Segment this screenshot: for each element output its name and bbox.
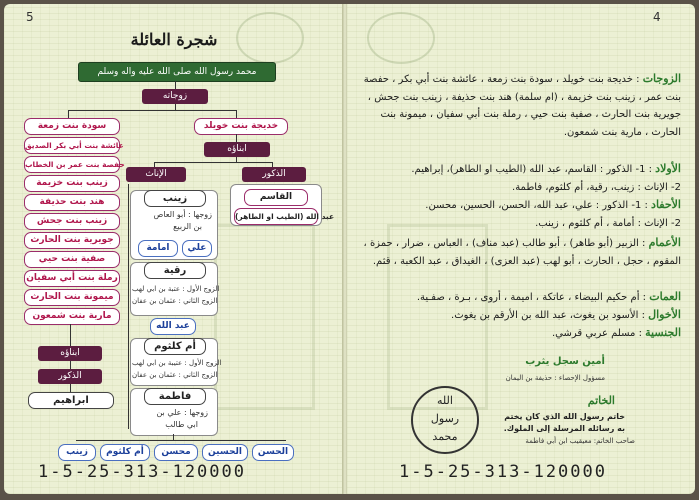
son-abdullah: عبد الله (الطيب او الطاهر): [234, 208, 318, 225]
females-label: الإناث: [126, 167, 186, 182]
wives-label: زوجاته: [142, 89, 208, 104]
ruqayya-name: رقية: [144, 262, 206, 279]
watermark-pattern: [214, 224, 315, 410]
aunts-section: العمات : أم حكيم البيضاء ، عاتكة ، اميمة ، أروى ، بـرة ، صفـية.: [416, 290, 681, 303]
wife-item: صفية بنت حيي: [24, 251, 120, 268]
grandchild-zainab: زينب: [58, 444, 96, 461]
registrar-name: مسؤول الإحصاء : حذيفة بن اليمان: [505, 374, 605, 382]
males-label: الذكور: [242, 167, 306, 182]
grandchild-hasan: الحسن: [252, 444, 294, 461]
wife-item: جويرية بنت الحارث: [24, 232, 120, 249]
prophet-bar: محمد رسول الله صلى الله عليه واله وسلم: [78, 62, 276, 82]
maternal-uncles-section: الأخوال : الأسود بن يغوث، عبد الله بن الأرقم بن يغوث.: [451, 308, 681, 321]
khadija-pill: خديجة بنت خويلد: [194, 118, 288, 135]
tree-title: شجرة العائلة: [130, 30, 218, 49]
wife-item: زينب بنت جحش: [24, 213, 120, 230]
watermark-seal: [236, 12, 304, 64]
nationality-section: الجنسية : مسلم عربي قرشي.: [552, 326, 681, 339]
grandchild-husayn: الحسين: [202, 444, 248, 461]
wives-section: الزوجات : خديجة بنت خويلد ، سودة بنت زمعة ، عائشة بنت أبي بكر ، حفصة بنت عمر ، زينب بنت خزيمة ، (ام سلمة) هند بنت حذيفة ، زينب بنت جحش ، جويرية بنت الحارث ، صفية بنت حيي ، رملة بنت أبي سفيان ، ميمونة بنت الحارث ، مارية بنت شمعون.: [363, 72, 681, 138]
maria-males-label: الذكور: [38, 369, 102, 384]
umm-kulthum-name: أم كلثوم: [144, 338, 206, 355]
wife-item: عائشة بنت أبي بكر الصديق: [24, 137, 120, 154]
grandchild-umama: امامة: [138, 240, 178, 257]
maria-children-label: ابناؤه: [38, 346, 102, 361]
grandchild-ali: علي: [182, 240, 212, 257]
right-page: 4 الزوجات : خديجة بنت خويلد ، سودة بنت زمعة ، عائشة بنت أبي بكر ، حفصة بنت عمر ، زينب بنت خزيمة ، (ام سلمة) هند بنت حذيفة ، زينب بنت جحش ، جويرية بنت الحارث ، صفية بنت حيي ، رملة بنت أبي سفيان ، ميمونة بنت الحارث ، مارية بنت شمعون. الأولاد : 1- الذكور : القاسم، عبد الله (الطيب او الطاهر)، إبراهيم. 2- الإناث : زينب، رقية، أم كلثوم، فاطمة. الأحفاد : 1- الذكور : علي، عبد الله، الحسن، الحسين، محسن. 2- الإناث : أمامة ، أم كلثوم ، زينب. الأعمام : الزبير (أبو طاهر) ، أبو طالب (عبد مناف) ، العباس ، ضرار ، حمزة ، المقوم ، حجل ، الحارث ، أبو لهب (عبد العزى) ، الغيداق ، عبد الكعبة ، قثم. العمات : أم حكيم البيضاء ، عاتكة ، اميمة ، أروى ، بـرة ، صفـية. الأخوال : الأسود بن يغوث، عبد الله بن الأرقم بن يغوث. الجنسية : مسلم عربي قرشي. أمين سجل يثرب مسؤول الإحصاء : حذيفة بن اليمان الخاتم خاتم رسول الله الذي كان يختم به رسائله المرسلة إلى الملوك. صاحب الخاتم: معيقيب ابن أبي فاطمة الله رسول محمد 1-5-25-313-120000: [347, 4, 695, 494]
children-section: الأولاد : 1- الذكور : القاسم، عبد الله (الطيب او الطاهر)، إبراهيم. 2- الإناث : زينب، رقية، أم كلثوم، فاطمة.: [411, 162, 681, 193]
grandchild-muhsin: محسن: [154, 444, 198, 461]
page-number: 4: [653, 10, 661, 24]
grandchildren-section: الأحفاد : 1- الذكور : علي، عبد الله، الحسن، الحسين، محسن. 2- الإناث : أمامة ، أم كلثوم ، زينب.: [425, 198, 681, 229]
left-page: 5 شجرة العائلة محمد رسول الله صلى الله عليه واله وسلم زوجاته خديجة بنت خويلد ابناؤه الذكور الإناث القاسم عبد الله (الطيب او الطاهر) زينب زوجها : أبو العاص بن الربيع علي امامة رقية الزوج الأول : عتبة بن ابي لهب الزوج الثاني : عثمان بن عفان عبد الله أم كلثوم الزوج الأول : عتيبة بن ابي لهب الزوج الثاني : عثمان بن عفان فاطمة زوجها : علي بن ابي طالب الحسن الحسين محسن أم كلثوم زينب سودة بنت زمعة عائشة بنت أبي بكر الصديق حفصة بنت عمر بن الخطاب زينب بنت خزيمة هند بنت حذيفة زينب بنت جحش جويرية بنت الحارث صفية بنت حيي رملة بنت أبي سفيان ميمونة بنت الحارث مارية بنت شمعون ابناؤه الذكور ابراهيم 1-5-25-313-120000: [4, 4, 343, 494]
serial-number: 1-5-25-313-120000: [38, 462, 246, 482]
wife-item: سودة بنت زمعة: [24, 118, 120, 135]
zainab-name: زينب: [144, 190, 206, 207]
registrar-label: أمين سجل يثرب: [525, 356, 605, 367]
wife-item: هند بنت حذيفة: [24, 194, 120, 211]
watermark-seal: [367, 12, 435, 64]
fatima-name: فاطمة: [144, 388, 206, 405]
serial-number: 1-5-25-313-120000: [399, 462, 607, 482]
grandchild-abdullah: عبد الله: [150, 318, 196, 335]
wife-item: زينب بنت خزيمة: [24, 175, 120, 192]
seal-heading: الخاتم: [587, 394, 615, 407]
wife-item: حفصة بنت عمر بن الخطاب: [24, 156, 120, 173]
children-label: ابناؤه: [204, 142, 270, 157]
grandchild-umm-kulthum: أم كلثوم: [100, 444, 150, 461]
wife-item: ميمونة بنت الحارث: [24, 289, 120, 306]
wife-item: رملة بنت أبي سفيان: [24, 270, 120, 287]
wife-item: مارية بنت شمعون: [24, 308, 120, 325]
son-ibrahim: ابراهيم: [28, 392, 114, 409]
prophet-seal-icon: الله رسول محمد: [411, 386, 479, 454]
page-number: 5: [26, 10, 34, 24]
son-qasim: القاسم: [244, 189, 308, 206]
uncles-section: الأعمام : الزبير (أبو طاهر) ، أبو طالب (عبد مناف) ، العباس ، ضرار ، حمزة ، المقوم ، حجل ، الحارث ، أبو لهب (عبد العزى) ، الغيداق ، عبد الكعبة ، قثم.: [363, 236, 681, 267]
